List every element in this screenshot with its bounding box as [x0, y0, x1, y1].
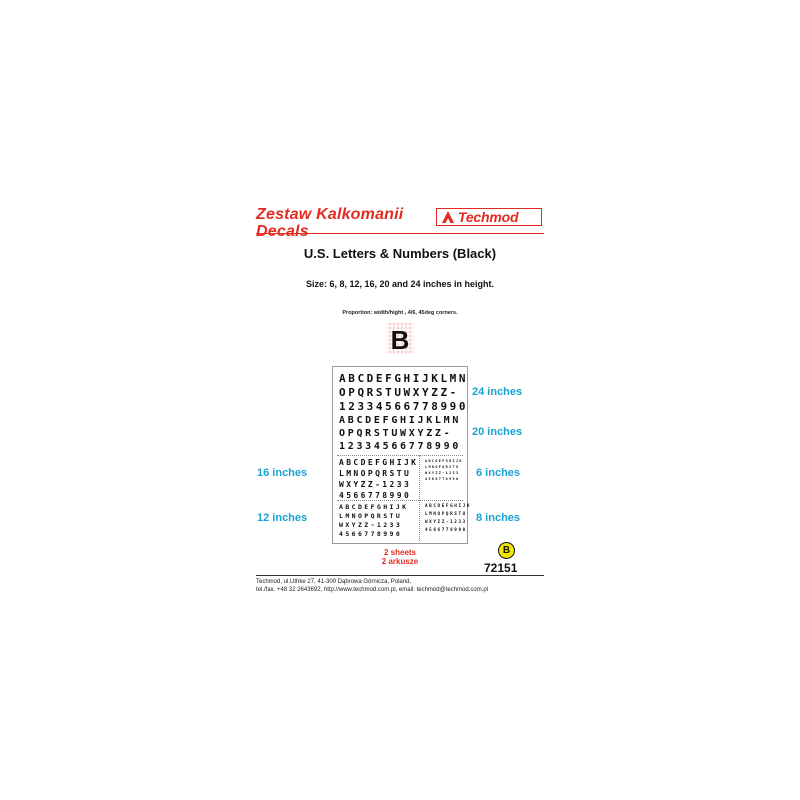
product-code: 72151 [484, 561, 518, 575]
sheet-row-16-4: 4566778990 [339, 491, 412, 500]
sheet-row-12-2: LMNOPQRSTU [339, 512, 403, 520]
sheet-row-6-2: LMNOPQRSTU [425, 465, 460, 469]
size-label-20: 20 inches [472, 426, 523, 438]
sheet-row-24-1: ABCDEFGHIJKLMN [339, 372, 469, 385]
sheets-count [332, 548, 468, 566]
sheet-row-20-2: OPQRSTUWXYZZ- [339, 428, 453, 439]
sheet-divider-h1 [337, 455, 463, 456]
product-title: U.S. Letters & Numbers (Black) [303, 246, 497, 261]
size-label-6: 6 inches [476, 467, 521, 479]
sheet-row-8-3: WXYZZ-1233 [425, 520, 467, 525]
sheet-row-16-2: LMNOPQRSTU [339, 469, 412, 478]
sheet-row-6-1: ABCDEFGHIJK [425, 459, 463, 463]
proportion-note: Proportion: width/hight , 4/6, 45deg corners. [342, 310, 458, 316]
sheet-row-12-1: ABCDEFGHIJK [339, 503, 409, 511]
sheet-row-24-3: 12334566778990 [339, 400, 469, 413]
sheet-row-16-1: ABCDEFGHIJK [339, 458, 419, 467]
brand-title-line1: Zestaw Kalkomanii [256, 206, 404, 223]
sheets-count-en: 2 sheets [383, 548, 417, 557]
sheet-row-8-4: 4566778990 [425, 528, 467, 533]
techmod-logo-icon [441, 210, 455, 224]
sheet-row-8-1: ABCDEFGHIJK [425, 504, 472, 509]
sheet-row-16-3: WXYZZ-1233 [339, 480, 412, 489]
size-label-24: 24 inches [472, 386, 523, 398]
footer-address [256, 578, 556, 594]
sheet-row-24-2: OPQRSTUWXYZZ- [339, 386, 459, 399]
decal-sheet [332, 366, 472, 544]
sample-letter: B [390, 325, 410, 355]
size-label-8: 8 inches [476, 512, 521, 524]
footer-divider [256, 575, 544, 576]
sheet-row-6-4: 4566778990 [425, 477, 460, 481]
brand-title-line2: Decals [256, 223, 309, 240]
techmod-logo [436, 208, 542, 226]
header-divider [256, 233, 544, 234]
logo-text: Techmod [458, 209, 519, 225]
sheet-row-8-2: LMNOPQRSTU [425, 512, 467, 517]
sheet-divider-v [419, 455, 420, 541]
size-line: Size: 6, 8, 12, 16, 20 and 24 inches in height. [305, 279, 495, 289]
size-label-16: 16 inches [257, 467, 308, 479]
sample-letter-diagram [384, 320, 416, 356]
sheet-row-6-3: WXYZZ-1233 [425, 471, 460, 475]
sheet-row-20-1: ABCDEFGHIJKLMN [339, 415, 462, 426]
variant-badge: B [498, 542, 515, 559]
sheet-row-12-3: WXYZZ-1233 [339, 521, 403, 529]
address-line: Techmod, ul.Uthke 27, 41-300 Dąbrowa Górnicza, Poland, [256, 579, 412, 585]
sample-letter-grid [384, 320, 416, 356]
size-label-12: 12 inches [257, 512, 308, 524]
sheet-row-12-4: 4566778990 [339, 530, 403, 538]
sheet-row-20-3: 12334566778990 [339, 441, 462, 452]
brand-title [256, 206, 456, 240]
contact-line: tel./fax. +48 32 2643692, http://www.techmod.com.pl, email: techmod@techmod.com.pl [256, 587, 489, 593]
sheet-divider-h2 [337, 500, 463, 501]
sheets-count-pl: 2 arkusze [381, 557, 419, 566]
